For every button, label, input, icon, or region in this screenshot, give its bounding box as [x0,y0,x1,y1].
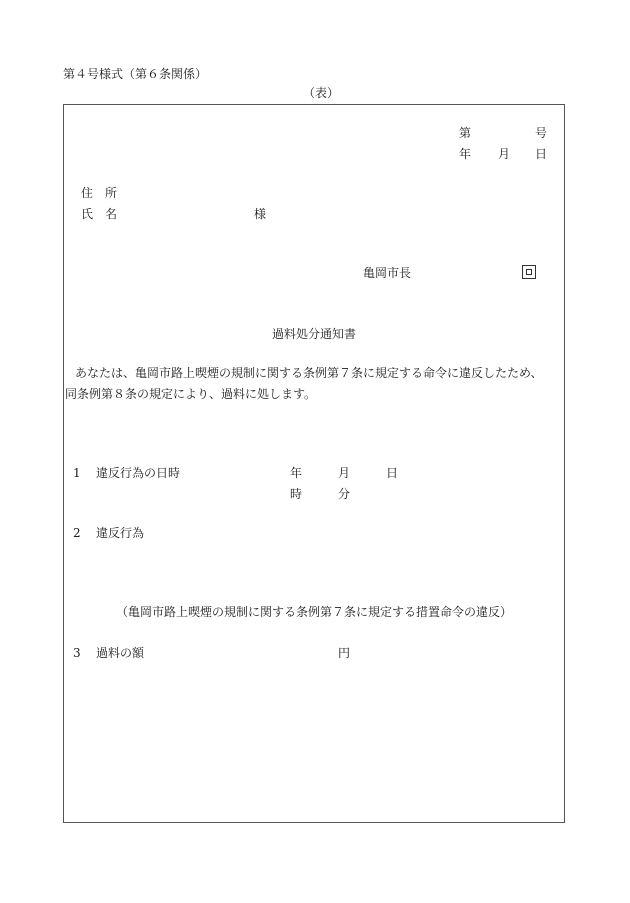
name-label: 氏 名 [81,207,118,221]
item1-hour: 時 [290,487,303,501]
seal-mark [522,265,536,279]
number-suffix: 号 [535,126,548,140]
honorific: 様 [254,207,267,221]
issuer: 亀岡市長 [363,266,412,280]
date-day: 日 [535,147,548,161]
item3-label: 過料の額 [96,646,145,660]
date-month: 月 [498,147,511,161]
violation-note: （亀岡市路上喫煙の規制に関する条例第７条に規定する措置命令の違反） [116,605,513,619]
form-number-label: 第４号様式（第６条関係） [63,67,208,81]
side-label: （表） [303,86,340,100]
item1-year: 年 [290,466,303,480]
form-frame [63,104,565,823]
item1-label: 違反行為の日時 [96,466,181,480]
item3-number: 3 [73,646,81,660]
document-title: 過料処分通知書 [272,327,357,341]
item1-minute: 分 [338,487,351,501]
item3-unit: 円 [338,646,351,660]
seal-glyph [523,266,535,278]
date-year: 年 [459,147,472,161]
item1-day: 日 [386,466,399,480]
address-label: 住 所 [81,186,118,200]
item2-number: 2 [73,526,81,540]
body-line-1: あなたは、亀岡市路上喫煙の規制に関する条例第７条に規定する命令に違反したため、 [75,366,543,380]
body-line-2: 同条例第８条の規定により、過料に処します。 [65,387,317,401]
item1-month: 月 [338,466,351,480]
number-prefix: 第 [459,126,472,140]
item1-number: 1 [73,466,81,480]
item2-label: 違反行為 [96,526,145,540]
